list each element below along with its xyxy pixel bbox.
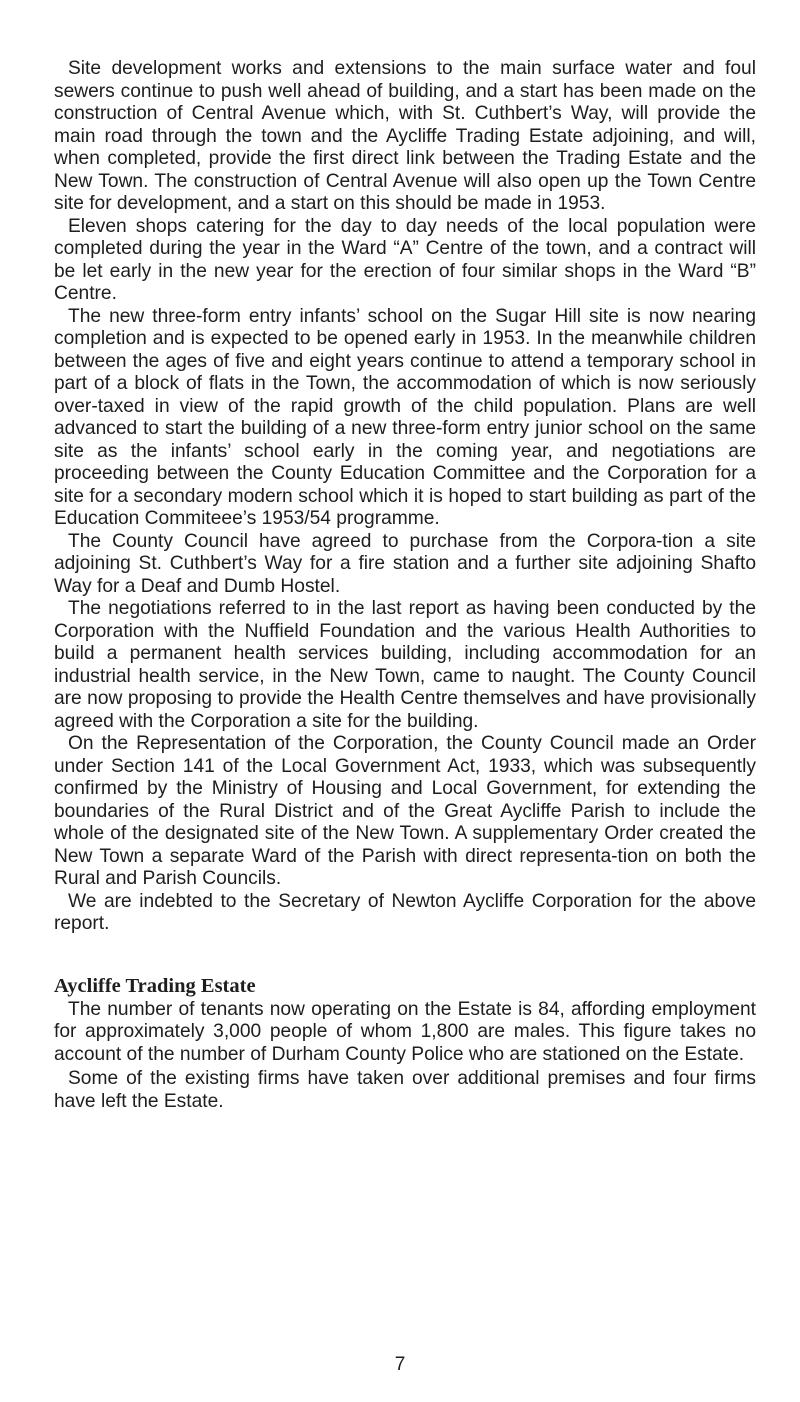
- paragraph-shops: Eleven shops catering for the day to day needs of the local population were completed during the year in the Ward “A” Centre of the town, and a contract will be let early in the new year for the erection of four similar shops in the Ward “B” Centre.: [54, 215, 756, 304]
- document-page: [54, 58, 756, 1113]
- paragraph-schools: The new three-form entry infants’ school on the Sugar Hill site is now nearing completion and is expected to be opened early in 1953. In the meanwhile children between the ages of five and eight years continue to attend a temporary school in part of a block of flats in the Town, the accommodation of which is now seriously over-taxed in view of the rapid growth of the child population. Plans are well advanced to start the building of a new three-form entry junior school on the same site as the infants’ school early in the coming year, and negotiations are proceeding between the County Education Committee and the Corporation for a site for a secondary modern school which it is hoped to start building as part of the Education Commiteee’s 1953/54 programme.: [54, 305, 756, 529]
- paragraph-fire-station: The County Council have agreed to purchase from the Corpora-tion a site adjoining St. Cuthbert’s Way for a fire station and a further site adjoining Shafto Way for a Deaf and Dumb Hostel.: [54, 530, 756, 597]
- section-heading: Aycliffe Trading Estate: [54, 974, 256, 997]
- page-number: 7: [394, 1354, 406, 1375]
- paragraph-boundaries: On the Representation of the Corporation, the County Council made an Order under Section 141 of the Local Government Act, 1933, which was subsequently confirmed by the Ministry of Housing and Local Government, for extending the boundaries of the Rural District and of the Great Aycliffe Parish to include the whole of the designated site of the New Town. A supplementary Order created the New Town a separate Ward of the Parish with direct representa-tion on both the Rural and Parish Councils.: [54, 733, 756, 889]
- paragraph-firms: Some of the existing firms have taken over additional premises and four firms have left the Estate.: [54, 1068, 756, 1112]
- paragraph-health-centre: The negotiations referred to in the last report as having been conducted by the Corporation with the Nuffield Foundation and the various Health Authorities to build a permanent health services building, including accommodation for an industrial health service, in the New Town, came to naught. The County Council are now proposing to provide the Health Centre themselves and have provisionally agreed with the Corporation a site for the building.: [54, 598, 756, 732]
- paragraph-tenants: The number of tenants now operating on the Estate is 84, affording employment for approximately 3,000 people of whom 1,800 are males. This figure takes no account of the number of Durham County Police who are stationed on the Estate.: [54, 998, 756, 1065]
- paragraph-site-development: Site development works and extensions to the main surface water and foul sewers continue to push well ahead of building, and a start has been made on the construction of Central Avenue which, with St. Cuthbert’s Way, will provide the main road through the town and the Aycliffe Trading Estate adjoining, and will, when completed, provide the first direct link between the Trading Estate and the New Town. The construction of Central Avenue will also open up the Town Centre site for development, and a start on this should be made in 1953.: [54, 58, 756, 214]
- paragraph-acknowledgement: We are indebted to the Secretary of Newton Aycliffe Corporation for the above report.: [54, 890, 756, 934]
